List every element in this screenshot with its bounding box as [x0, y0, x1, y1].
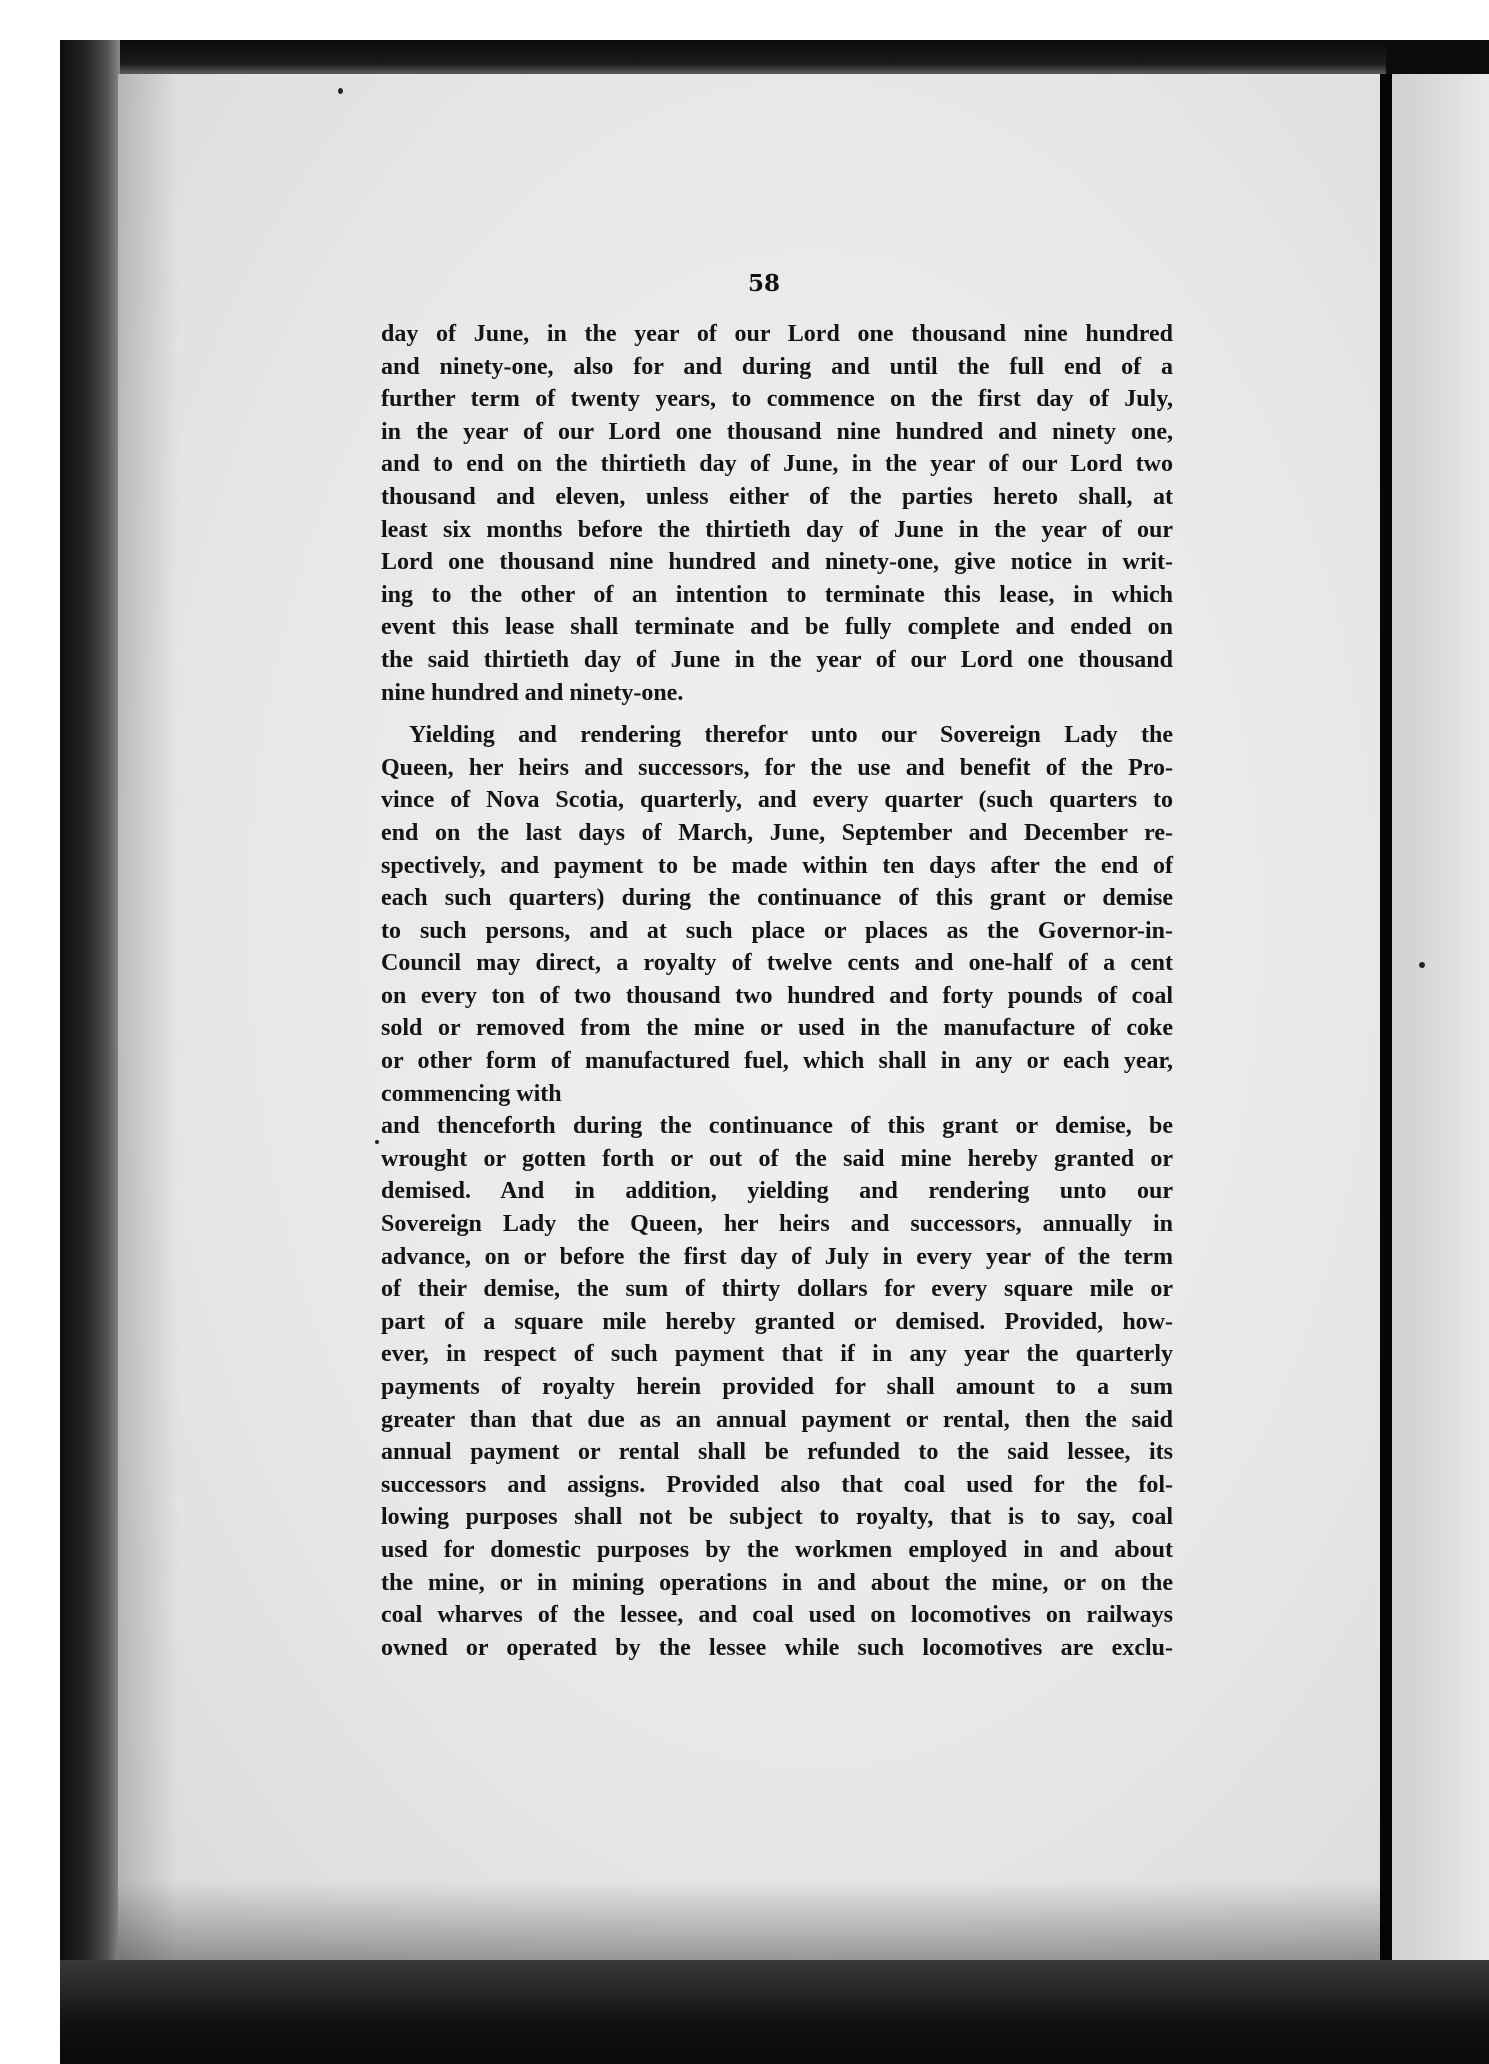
scanner-border-top: [60, 40, 1489, 74]
text-line: coal wharves of the lessee, and coal used on locomotives on railways: [381, 1602, 1173, 1629]
text-line: and ninety-one, also for and during and until the full end of a: [381, 353, 1173, 380]
text-line: wrought or gotten forth or out of the said mine hereby granted or: [381, 1145, 1173, 1172]
scan-speck: [375, 1140, 379, 1144]
text-line: advance, on or before the first day of July in every year of the term: [381, 1243, 1173, 1270]
text-line: thousand and eleven, unless either of the parties hereto shall, at: [381, 483, 1173, 510]
text-line: the mine, or in mining operations in and about the mine, or on the: [381, 1569, 1173, 1596]
text-line: demised. And in addition, yielding and rendering unto our: [381, 1178, 1173, 1205]
text-line: Sovereign Lady the Queen, her heirs and successors, annually in: [381, 1211, 1173, 1238]
text-line: vince of Nova Scotia, quarterly, and every quarter (such quarters to: [381, 787, 1173, 814]
text-line: greater than that due as an annual payment or rental, then the said: [381, 1406, 1173, 1433]
text-line: ing to the other of an intention to terminate this lease, in which: [381, 581, 1173, 608]
page-number: 58: [747, 270, 780, 297]
paragraph-1: [381, 318, 1173, 709]
text-line: further term of twenty years, to commence on the first day of July,: [381, 386, 1173, 413]
page-gutter: [1380, 74, 1392, 1964]
scanner-border-bottom: [60, 1960, 1489, 2064]
scan-speck: [338, 88, 343, 94]
text-line: end on the last days of March, June, September and December re-: [381, 819, 1173, 846]
text-line: least six months before the thirtieth day of June in the year of our: [381, 516, 1173, 543]
text-line: ever, in respect of such payment that if in any year the quarterly: [381, 1341, 1173, 1368]
text-line: to such persons, and at such place or places as the Governor-in-: [381, 917, 1173, 944]
text-line: the said thirtieth day of June in the year of our Lord one thousand: [381, 646, 1173, 673]
text-line: each such quarters) during the continuance of this grant or demise: [381, 885, 1173, 912]
text-line: and thenceforth during the continuance of this grant or demise, be: [381, 1113, 1173, 1140]
page-bottom-shadow: [118, 1880, 1380, 1964]
binding-shadow: [118, 74, 178, 1964]
text-line: Queen, her heirs and successors, for the use and benefit of the Pro-: [381, 754, 1173, 781]
text-line: used for domestic purposes by the workmen employed in and about: [381, 1536, 1173, 1563]
text-line: or other form of manufactured fuel, which shall in any or each year,: [381, 1048, 1173, 1075]
text-line: of their demise, the sum of thirty dollars for every square mile or: [381, 1276, 1173, 1303]
text-line: successors and assigns. Provided also that coal used for the fol-: [381, 1471, 1173, 1498]
text-line: Council may direct, a royalty of twelve cents and one-half of a cent: [381, 950, 1173, 977]
text-line: Yielding and rendering therefor unto our Sovereign Lady the: [409, 722, 1173, 749]
text-line: nine hundred and ninety-one.: [381, 679, 684, 706]
text-line: owned or operated by the lessee while such locomotives are exclu-: [381, 1634, 1173, 1661]
text-line: on every ton of two thousand two hundred and forty pounds of coal: [381, 982, 1173, 1009]
paragraph-3: [381, 1110, 1173, 1664]
paragraph-2: [381, 719, 1173, 1110]
text-line: annual payment or rental shall be refunded to the said lessee, its: [381, 1439, 1173, 1466]
text-line: sold or removed from the mine or used in the manufacture of coke: [381, 1015, 1173, 1042]
body-text: [381, 318, 1173, 1664]
text-line: commencing with: [381, 1080, 562, 1107]
adjacent-page-edge: [1392, 74, 1489, 1964]
text-line: in the year of our Lord one thousand nine hundred and ninety one,: [381, 418, 1173, 445]
text-line: and to end on the thirtieth day of June, in the year of our Lord two: [381, 451, 1173, 478]
text-line: lowing purposes shall not be subject to royalty, that is to say, coal: [381, 1504, 1173, 1531]
text-line: Lord one thousand nine hundred and ninety-one, give notice in writ-: [381, 549, 1173, 576]
paragraph-gap: [381, 709, 1173, 719]
scanner-border-left: [60, 40, 120, 2030]
text-line: day of June, in the year of our Lord one thousand nine hundred: [381, 321, 1173, 347]
text-line: part of a square mile hereby granted or demised. Provided, how-: [381, 1308, 1173, 1335]
text-line: spectively, and payment to be made within ten days after the end of: [381, 852, 1173, 879]
text-line: payments of royalty herein provided for shall amount to a sum: [381, 1374, 1173, 1400]
text-line: event this lease shall terminate and be fully complete and ended on: [381, 614, 1173, 641]
scan-speck: [1419, 962, 1425, 968]
